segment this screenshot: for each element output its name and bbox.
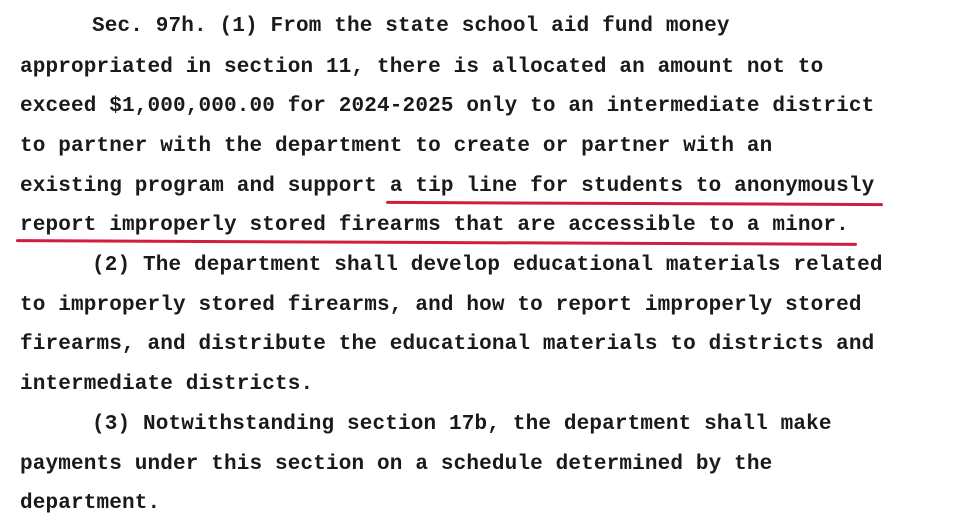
text-line: (2) The department shall develop educational materials related [92,254,883,277]
text-line: intermediate districts. [20,373,314,396]
text-line: (3) Notwithstanding section 17b, the department shall make [92,413,832,436]
underlined-highlight: report improperly stored firearms that are accessible to a minor. [20,214,849,237]
text-line: to partner with the department to create or partner with an [20,135,773,158]
text-line: department. [20,492,161,515]
text-segment: existing program and support [20,175,390,198]
text-line: to improperly stored firearms, and how to report improperly stored [20,294,862,317]
text-line [20,175,874,199]
text-line [20,214,849,238]
underlined-highlight: a tip line for students to anonymously [389,175,875,198]
text-line: payments under this section on a schedule determined by the [20,453,773,476]
text-line: Sec. 97h. (1) From the state school aid fund money [92,15,730,38]
text-line: appropriated in section 11, there is allocated an amount not to [20,56,824,79]
text-line: exceed $1,000,000.00 for 2024-2025 only to an intermediate district [20,95,875,118]
text-line: firearms, and distribute the educational materials to districts and [20,333,875,356]
